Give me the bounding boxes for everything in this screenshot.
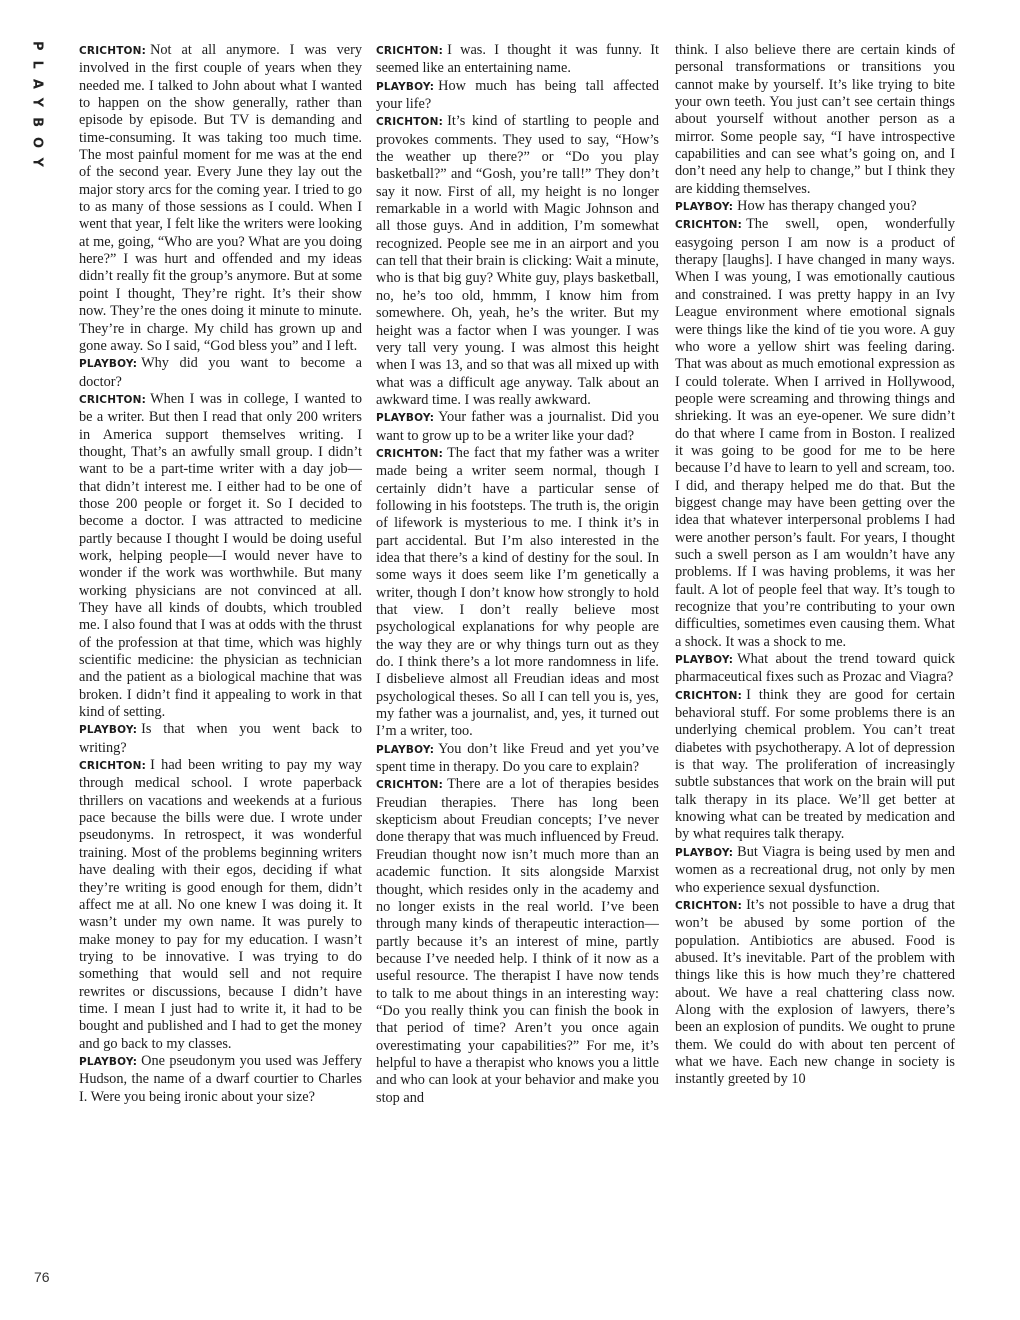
speaker-label: CRICHTON: (79, 393, 147, 406)
paragraph-text: There are a lot of therapies besides Freudian therapies. There has long been skepticism about Freudian concepts; I’ve never done therapy that was much influenced by Freud. Freudian thought now isn’t much more than an academic function. It sits alongside Marxist thought, which resides only in the academy and no longer exists in the real world. I’ve been through many kinds of therapeutic interaction—partly because it’s an interest of mine, partly because I’ve needed help. I think of it now as a useful resource. The therapist I have now tends to talk to me about things in an interesting way: “Do you really think you can finish the book in that period of time? Aren’t you once again overestimating your capabilities?” For me, it’s helpful to have a therapist who knows you a little and who can look at your behavior and make you stop and (376, 776, 659, 1106)
speaker-label: CRICHTON: (79, 45, 147, 57)
speaker-label: PLAYBOY: (376, 412, 435, 425)
speaker-label: CRICHTON: (79, 760, 147, 773)
speaker-label: CRICHTON: (675, 689, 743, 702)
speaker-label: PLAYBOY: (376, 80, 435, 93)
interview-paragraph (79, 1053, 362, 1106)
interview-paragraph (79, 391, 362, 722)
text-column-2 (376, 42, 659, 1286)
speaker-label: CRICHTON: (675, 899, 743, 912)
speaker-label: PLAYBOY: (79, 1055, 138, 1068)
paragraph-text: But Viagra is being used by men and women as a recreational drug, not only by men who experience sexual dysfunction. (675, 843, 955, 896)
speaker-label: PLAYBOY: (675, 846, 734, 859)
interview-paragraph (79, 721, 362, 757)
speaker-label: PLAYBOY: (79, 724, 138, 737)
paragraph-text: You don’t like Freud and yet you’ve spent time in therapy. Do you care to explain? (376, 740, 659, 776)
interview-paragraph (376, 741, 659, 777)
interview-paragraph (376, 409, 659, 445)
speaker-label: PLAYBOY: (376, 743, 435, 756)
paragraph-text: The fact that my father was a writer made being a writer seem normal, though I certainly didn’t have a particular sense of following in his footsteps. The truth is, the origin of lifework is mysterious to me. I think it’s in part accidental. But I’m also interested in the idea that there’s a kind of destiny for the soul. In some ways it does seem like I’m genetically a writer, though I don’t know how strongly to hold that view. I don’t really believe most psychological explanations for why people are the way they are or why things turn out as they do. I think there’s a lot more randomness in life. I disbelieve almost all Freudian ideas and most psychological theses. So all I can tell you is, yes, my father was a journalist, and, yes, it turned out I’m a writer, too. (376, 444, 659, 740)
paragraph-text: One pseudonym you used was Jeffery Hudson, the name of a dwarf courtier to Charles I. Were you being ironic about your size? (79, 1052, 362, 1105)
paragraph-text: think. I also believe there are certain kinds of personal transformations or transitions you cannot make by yourself. It’s like trying to bite your own teeth. You just can’t see certain things about yourself without another person as a mirror. Some people say, “I have introspective capabilities and can see what’s going on, and I don’t need any help to change,” but I think they are kidding themselves. (675, 42, 955, 197)
interview-paragraph (675, 651, 955, 687)
interview-paragraph (376, 78, 659, 114)
speaker-label: PLAYBOY: (675, 654, 734, 667)
paragraph-text: When I was in college, I wanted to be a writer. But then I read that only 200 writers in America support themselves writing. I thought, That’s an awfully small group. I didn’t want to be a part-time writer with a day job—that didn’t interest me. I either had to be one of those 200 people or forget it. So I decided to become a doctor. I was attracted to medicine partly because I thought I would be doing useful work, helping people—I would never have to wonder if the work was worthwhile. But many working physicians are not convinced at all. They have all kinds of doubts, which troubled me. I also found that I was at odds with the thrust of the profession at that time, which was highly scientific medicine: the physician as technician and the patient as a biological machine that was broken. I didn’t find it appealing to work in that kind of setting. (79, 390, 362, 721)
magazine-name: PLAYBOY (29, 41, 45, 177)
paragraph-text: It’s not possible to have a drug that won’t be abused by some portion of the population. Antibiotics are abused. Food is abused. It’s inevitable. Part of the problem with things like this is how much they’re chattered about. We have a real chattering class now. Along with the explosion of lawyers, there’s been an explosion of pundits. We ought to prune them. We could do with about ten percent of what we have. Each new change in society is instantly greeted by 10 (675, 896, 955, 1088)
paragraph-text: It’s kind of startling to people and provokes comments. They used to say, “How’s the weather up there?” or “Do you play basketball?” and “Gosh, you’re tall!” They don’t say it now. First of all, my height is no longer remarkable in a world with Magic Johnson and all those guys. And in addition, I’m somewhat recognized. People see me in an airport and you can tell that their brain is clicking: Wait a minute, who is that big guy? White guy, plays basketball, no, he’s too old, hmmm, I know him from somewhere. Oh, yeah, he’s the writer. But my height was a factor when I was younger. I was very tall very young. I was almost this height when I was 13, and so that was all mixed up with what was a difficult age anyway. Talk about an awkward time. I was really awkward. (376, 113, 659, 408)
interview-paragraph (79, 757, 362, 1053)
paragraph-text: The swell, open, wonderfully easygoing person I am now is a product of therapy [laughs]. I have changed in many ways. When I was young, I was emotionally cautious and constrained. I was pretty happy in an Ivy League environment where emotional signals were things like the kind of tie you wore. A guy who wore a yellow shirt was feeling daring. That was about as much emotional expression as I could tolerate. When I arrived in Hollywood, people were screaming and throwing things and shrieking. It was an eye-opener. We sure didn’t do that where I came from in Boston. I realized it was going to be good for me to be here because I’d have to learn to yell and scream, too. I did, and therapy helped me do that. But the biggest change may have been getting over the idea that whatever interpersonal problems I had were another person’s fault. For years, I thought such a swell person as I am wouldn’t have any problems. If I was having problems, it was her fault. A lot of people feel that way. It’s tough to recognize that you’re contributing to your own difficulties, sometimes even causing them. What a shock. It was a shock to me. (675, 216, 955, 650)
interview-paragraph (675, 198, 955, 216)
paragraph-text: Why did you want to become a doctor? (79, 355, 362, 390)
interview-paragraph (675, 687, 955, 844)
paragraph-text: How much has being tall affected your life? (376, 77, 659, 113)
page-number: 76 (34, 1269, 50, 1285)
interview-paragraph (675, 897, 955, 1089)
paragraph-text: Not at all anymore. I was very involved in the first couple of years when they needed me. I talked to John about what I wanted to happen on the show generally, rather than episode by episode. But TV is demanding and time-consuming. It was taking too much time. The most painful moment for me was at the end of the second year. Every June they lay out the major story arcs for the coming year. I tried to go to as many of those sessions as I could. When I went that year, I felt like the writers were looking at me, going, “Who are you? What are you doing here?” I was hurt and offended and my ideas didn’t really fit the group’s anymore. But at some point I thought, They’re right. It’s their show now. They’re the ones doing it minute to minute. They’re in charge. My child has grown up and gone away. So I said, “God bless you” and I left. (79, 42, 362, 354)
interview-paragraph (675, 216, 955, 651)
speaker-label: PLAYBOY: (675, 201, 734, 214)
speaker-label: CRICHTON: (675, 219, 743, 232)
paragraph-text: How has therapy changed you? (737, 198, 917, 215)
interview-paragraph (376, 445, 659, 741)
speaker-label: CRICHTON: (376, 116, 444, 129)
interview-paragraph (376, 42, 659, 78)
paragraph-text: I had been writing to pay my way through medical school. I wrote paperback thrillers on vacations and weekends at a furious pace because the bills were due. I wrote under pseudonyms. In retrospect, it was wonderful training. Most of the problems beginning writers have dealing with their egos, deciding if what they’re writing is good enough for them, didn’t affect me at all. No one knew I was doing it. It wasn’t under my own name. It was purely to make money to pay for my education. I wasn’t trying to be innovative. I was trying to do something that would sell and not require rewrites or discussions, because I didn’t have time. I mean I just had to write it, it had to be bought and published and I had to get the money and go back to my classes. (79, 757, 362, 1052)
interview-paragraph (79, 355, 362, 391)
interview-paragraph (79, 42, 362, 355)
paragraph-text: What about the trend toward quick pharmaceutical fixes such as Prozac and Viagra? (675, 651, 955, 686)
speaker-label: CRICHTON: (376, 45, 444, 57)
speaker-label: CRICHTON: (376, 779, 444, 792)
speaker-label: CRICHTON: (376, 447, 444, 460)
paragraph-text: I was. I thought it was funny. It seemed like an entertaining name. (376, 42, 659, 77)
speaker-label: PLAYBOY: (79, 358, 138, 371)
interview-paragraph (376, 776, 659, 1107)
interview-paragraph (675, 844, 955, 897)
text-column-3 (675, 42, 955, 1286)
text-column-1 (79, 42, 362, 1286)
magazine-sidebar (22, 41, 52, 177)
paragraph-text: Your father was a journalist. Did you want to grow up to be a writer like your dad? (376, 409, 659, 444)
paragraph-text: I think they are good for certain behavioral stuff. For some problems there is an underlying chemical problem. You can’t treat diabetes with psychotherapy. A lot of depression is that way. The proliferation of increasingly subtle substances that work on the brain will put talk therapy in its place. We’ll get better at knowing what can be treated by medication and by what requires talk therapy. (675, 686, 955, 843)
paragraph-text: Is that when you went back to writing? (79, 721, 362, 756)
interview-paragraph (376, 113, 659, 409)
interview-paragraph (675, 42, 955, 198)
